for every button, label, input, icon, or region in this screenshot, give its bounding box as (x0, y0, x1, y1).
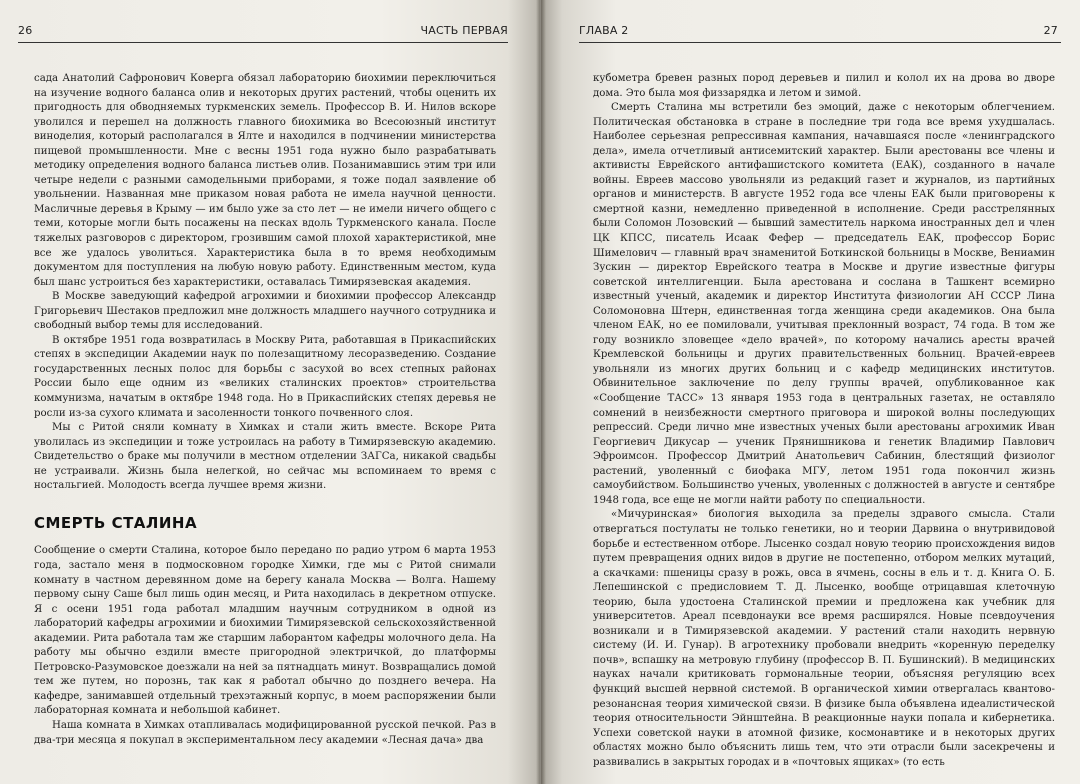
paragraph: сада Анатолий Сафронович Коверга обязал лабораторию биохимии переключиться на изучение водного баланса олив и некоторых других растений, чтобы оценить их пригодность для обводняемых туркменских земель. Профессор В. И. Нилов вскоре уволился и перешел на должность главного биохимика во Всесоюзный институт виноделия, который располагался в Ялте и находился в подчинении министерства пищевой промышленности. Мне с весны 1951 года нужно было разрабатывать методику определения водного баланса листьев олив. Позанимавшись этим три или четыре недели с разными самодельными приборами, я тоже подал заявление об увольнении. Названная мне приказом новая работа не имела научной ценности. Масличные деревья в Крыму — им было уже за сто лет — не имели ничего общего с теми, которые могли быть посажены на песках вдоль Туркменского канала. После тяжелых разговоров с директором, грозившим самой плохой характеристикой, мне все же удалось уволиться. Характеристика была в то время необходимым документом для поступления на любую новую работу. Единственным местом, куда был шанс устроиться без характеристики, оставалась Тимирязевская академия. (34, 73, 496, 288)
left-body-text (34, 72, 496, 748)
paragraph: Мы с Ритой сняли комнату в Химках и стали жить вместе. Вскоре Рита уволилась из экспедиции и тоже устроилась на работу в Тимирязевскую академию. Свидетельство о браке мы получили в местном отделении ЗАГСа, никакой свадьбы не устраивали. Жизнь была нелегкой, но сейчас мы вспоминаем то время с ностальгией. Молодость всегда лучшее время жизни. (34, 422, 496, 492)
section-title: СМЕРТЬ СТАЛИНА (34, 513, 198, 532)
running-head: ГЛАВА 2 (579, 24, 629, 37)
page-number: 27 (1043, 24, 1058, 37)
book-gutter-shadow (536, 0, 546, 784)
right-page (541, 0, 1080, 784)
paragraph: «Мичуринская» биология выходила за пределы здравого смысла. Стали отвергаться постулаты не только генетики, но и теории Дарвина о внутривидовой борьбе и естественном отборе. Лысенко создал новую теорию происхождения видов путем превращения одних видов в другие не постепенно, отбором мелких мутаций, а скачками: пшеницы сразу в рожь, овса в ячмень, сосны в ель и т. д. Книга О. Б. Лепешинской с предисловием Т. Д. Лысенко, вообще отрицавшая клеточную теорию, была удостоена Сталинской премии и предложена как учебник для университетов. Ареал псевдонауки все время расширялся. Новые псевдоучения возникали и в Тимирязевской академии. У растений стали находить нервную систему (И. И. Гунар). В агротехнику пробовали внедрить «коренную переделку почв», вспашку на метровую глубину (профессор В. П. Бушинский). В медицинских науках начали критиковать гормональные теории, объясняя регуляцию всех функций высшей нервной системой. В органической химии отвергалась квантово-резонансная теория химической связи. В физике была объявлена идеалистической теория относительности Эйнштейна. В реакционные науки попала и кибернетика. Успехи советской науки в атомной физике, космонавтике и в некоторых других областях можно было объяснить лишь тем, что эти отрасли были засекречены и развивались в закрытых городах и в «почтовых ящиках» (то есть (593, 509, 1055, 768)
paragraph: Сообщение о смерти Сталина, которое было передано по радио утром 6 марта 1953 года, застало меня в подмосковном городке Химки, где мы с Ритой снимали комнату в частном деревянном доме на берегу канала Москва — Волга. Нашему первому сыну Саше был лишь один месяц, и Рита находилась в декретном отпуске. Я с осени 1951 года работал младшим научным сотрудником в одной из лабораторий кафедры агрохимии и биохимии Тимирязевской сельскохозяйственной академии. Рита работала там же старшим лаборантом кафедры молочного дела. На работу мы обычно ездили вместе пригородной электричкой, до платформы Петровско-Разумовское доезжали на ней за пятнадцать минут. Возвращались домой тем же путем, но порознь, так как я работал обычно до позднего вечера. На кафедре, занимавшей отдельный трехэтажный корпус, в моем распоряжении были лабораторная комната и небольшой кабинет. (34, 545, 496, 717)
paragraph: В октябре 1951 года возвратилась в Москву Рита, работавшая в Прикаспийских степях в экспедиции Академии наук по полезащитному лесоразведению. Создание государственных лесных полос для борьбы с засухой во всех степных районах России было еще одним из «великих сталинских проектов» строительства коммунизма, начатым в октябре 1948 года. Но в Прикаспийских степях деревья не росли из-за сухого климата и засоленности тонкого почвенного слоя. (34, 334, 496, 419)
paragraph: Смерть Сталина мы встретили без эмоций, даже с некоторым облегчением. Политическая обстановка в стране в последние три года все время ухудшалась. Наиболее серьезная репрессивная кампания, начавшаяся после «ленинградского дела», имела отчетливый антисемитский характер. Были арестованы все члены и активисты Еврейского антифашистского комитета (ЕАК), созданного в начале войны. Евреев массово увольняли из редакций газет и журналов, из партийных органов и министерств. В августе 1952 года все члены ЕАК были приговорены к смертной казни, немедленно приведенной в исполнение. Среди расстрелянных были Соломон Лозовский — бывший заместитель наркома иностранных дел и член ЦК КПСС, писатель Исаак Фефер — председатель ЕАК, профессор Борис Шимелович — главный врач знаменитой Боткинской больницы в Москве, Вениамин Зускин — директор Еврейского театра в Москве и другие известные фигуры советской интеллигенции. Была арестована и сослана в Ташкент всемирно известный ученый, академик и директор Института физиологии АН СССР Лина Соломоновна Штерн, единственная тогда женщина среди академиков. Она была членом ЕАК, но ее помиловали, учитывая преклонный возраст, 74 года. В том же году возникло зловещее «дело врачей», по которому начались аресты врачей Кремлевской больницы и других правительственных больниц. Врачей-евреев увольняли из многих других больниц и с кафедр медицинских институтов. Обвинительное заключение по делу группы врачей, опубликованное как «Сообщение ТАСС» 13 января 1953 года в центральных газетах, не оставляло сомнений в неизбежности смертного приговора и широкой волны последующих репрессий. Среди лично мне известных ученых были арестованы агрохимик Иван Георгиевич Дикусар — ученик Прянишникова и генетик Владимир Павлович Эфроимсон. Профессор Дмитрий Анатольевич Сабинин, блестящий физиолог растений, уволенный с биофака МГУ, летом 1951 года покончил жизнь самоубийством. Большинство ученых, уволенных с должностей в августе и сентябре 1948 года, все еще не могли найти работу по специальности. (593, 102, 1055, 506)
header-rule (579, 42, 1061, 43)
paragraph: кубометра бревен разных пород деревьев и пилил и колол их на дрова во дворе дома. Это была моя физзарядка и летом и зимой. (593, 73, 1055, 99)
paragraph: Наша комната в Химках отапливалась модифицированной русской печкой. Раз в два-три месяца я покупал в экспериментальном лесу академии «Лесная дача» два (34, 719, 496, 746)
paragraph: В Москве заведующий кафедрой агрохимии и биохимии профессор Александр Григорьевич Шестаков предложил мне должность младшего научного сотрудника и свободный выбор темы для исследований. (34, 291, 496, 332)
right-body-text (593, 72, 1055, 770)
page-number: 26 (18, 24, 33, 37)
header-rule (18, 42, 508, 43)
running-head: ЧАСТЬ ПЕРВАЯ (420, 24, 508, 37)
